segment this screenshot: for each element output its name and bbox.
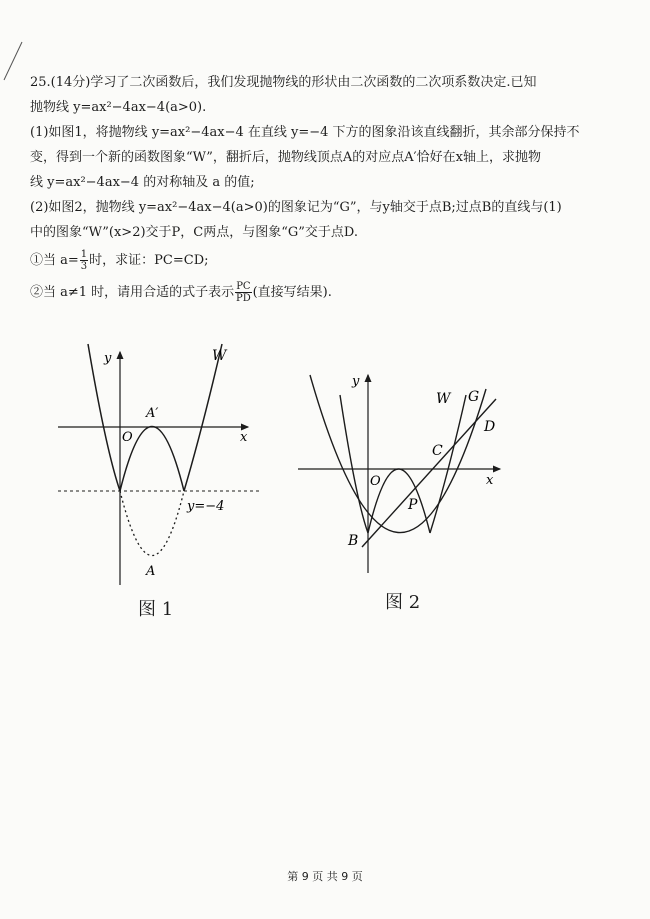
fig2-label-d: D (484, 419, 496, 435)
problem-25 (30, 70, 605, 309)
q2-suffix: (直接写结果). (252, 285, 332, 300)
q1-frac-num: 1 (80, 249, 88, 260)
corner-mark (0, 40, 30, 100)
fig2-curve-g (310, 375, 486, 533)
fig2-label-p: P (408, 497, 418, 513)
fig1-curve-w-right (184, 344, 222, 491)
question-2 (30, 277, 605, 309)
fig1-curve-w-left (88, 344, 120, 491)
part1-text-1: (1)如图1，将抛物线 y=ax²−4ax−4 在直线 y=−4 下方的图象沿该直线翻折，其余部分保持不 (30, 125, 580, 140)
fig2-label-o: O (370, 474, 381, 489)
q1-prefix: ①当 a= (30, 253, 79, 268)
page-footer: 第 9 页 共 9 页 (287, 870, 363, 883)
fig1-label-y: y (104, 351, 112, 366)
q2-frac-den: PD (236, 293, 251, 304)
q1-fraction (80, 249, 88, 272)
figure-2 (290, 365, 520, 585)
question-1 (30, 245, 605, 277)
part2-text-2: 中的图象“W”(x>2)交于P，C两点，与图象“G”交于点D. (30, 225, 358, 240)
q2-frac-num: PC (236, 281, 251, 292)
figure-1-caption: 图 1 (138, 599, 174, 620)
fig1-label-a: A (146, 564, 156, 579)
part1-text-2: 变，得到一个新的函数图象“W”，翻折后，抛物线顶点A的对应点A′恰好在x轴上，求抛物 (30, 150, 541, 165)
fig2-curve-w-right (430, 395, 466, 533)
fig2-label-w: W (436, 391, 451, 407)
fig2-label-c: C (432, 443, 443, 459)
fig2-curve-w-left (340, 395, 368, 533)
fig1-label-x: x (240, 430, 248, 445)
part1-text-3: 线 y=ax²−4ax−4 的对称轴及 a 的值; (30, 175, 255, 190)
fig2-label-b: B (348, 533, 359, 549)
q1-suffix: 时，求证：PC=CD; (89, 253, 209, 268)
fig2-line-bd (362, 399, 496, 547)
fig1-label-w: W (212, 348, 227, 364)
fig1-curve-original-dotted (120, 491, 184, 556)
q1-frac-den: 3 (80, 261, 88, 272)
fig2-label-x: x (486, 473, 494, 488)
figure-2-caption: 图 2 (385, 592, 421, 613)
q2-prefix: ②当 a≠1 时，请用合适的式子表示 (30, 285, 235, 300)
part2-text-1: (2)如图2，抛物线 y=ax²−4ax−4(a>0)的图象记为“G”，与y轴交于点B;过点B的直线与(1) (30, 200, 562, 215)
fig1-label-o: O (122, 430, 133, 445)
fig1-label-line: y=−4 (187, 499, 225, 514)
figure-1 (50, 340, 270, 590)
fig2-label-g: G (468, 389, 480, 405)
problem-parabola: 抛物线 y=ax²−4ax−4(a>0). (30, 100, 207, 115)
fig2-label-y: y (352, 374, 360, 389)
q2-fraction (235, 281, 251, 304)
fig1-label-a-prime: A′ (146, 406, 159, 421)
problem-intro: 25.(14分)学习了二次函数后，我们发现抛物线的形状由二次函数的二次项系数决定.已知 (30, 75, 537, 90)
